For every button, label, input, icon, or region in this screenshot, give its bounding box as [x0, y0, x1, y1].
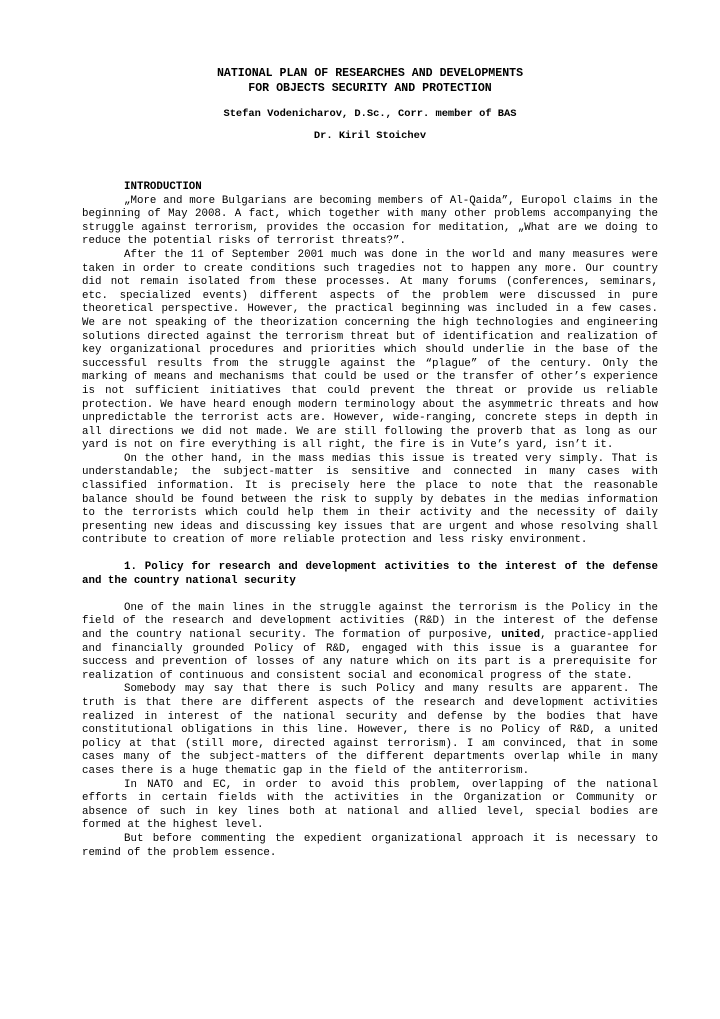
intro-paragraph-2: After the 11 of September 2001 much was done in the world and many measures were taken in order to create conditions such tragedies not to happen any more. Our country did not remain isolated from these processes. At many forums (conferences, seminars, etc. specialized events) different aspects of the problem were discussed in pure theoretical perspective. However, the practical beginning was included in a few cases. We are not speaking of the theorization concerning the high technologies and engineering solutions directed against the terrorism threat but of identification and realization of key organizational procedures and priorities which should underlie in the base of the successful results from the struggle against the “plague” of the century. Only the marking of means and mechanisms that could be used or the transfer of other’s experience is not sufficient initiatives that could prevent the threat or provide us reliable protection. We have heard enough modern terminology about the asymmetric threats and how unpredictable the terrorist acts are. However, wide-ranging, concrete steps in depth in all directions we did not made. We are still following the proverb that as long as our yard is not on fire everything is all right, the fire is in Vute’s yard, isn’t it. — [82, 248, 658, 452]
section-1-p1-before: One of the main lines in the struggle against the terrorism is the Policy in the field of the research and development activities (R&D) in the interest of the defense and the country national security. The formation of purposive, — [82, 601, 658, 641]
paper-page — [82, 66, 658, 860]
title-line-1: NATIONAL PLAN OF RESEARCHES AND DEVELOPMENTS — [216, 67, 524, 80]
title-line-2: FOR OBJECTS SECURITY AND PROTECTION — [248, 82, 492, 95]
author-1: Stefan Vodenicharov, D.Sc., Corr. member of BAS — [223, 108, 517, 120]
section-1-p1-after: , practice-applied and financially grounded Policy of R&D, engaged with this issue is a guarantee for success and prevention of losses of any nature which on its part is a prerequisite for realization of continuous and consistent social and economical progress of the state. — [82, 629, 658, 682]
spacer — [82, 588, 658, 602]
section-1-paragraph-2: Somebody may say that there is such Policy and many results are apparent. The truth is that there are different aspects of the research and development activities realized in interest of the national security and defense by the bodies that have constitutional obligations in this line. However, there is no Policy of R&D, a united policy at that (still more, directed against terrorism). I am convinced, that in some cases many of the subject-matters of the different departments overlap while in many cases there is a huge thematic gap in the field of the antiterrorism. — [82, 683, 658, 777]
intro-paragraph-3: On the other hand, in the mass medias this issue is treated very simply. That is understandable; the subject-matter is sensitive and connected in many cases with classified information. It is precisely here the place to note that the reasonable balance should be found between the risk to supply by debates in the medias information to the terrorists which could help them in their activity and the necessity of daily presenting new ideas and discussing key issues that are urgent and whose resolving shall contribute to creation of more reliable protection and less risky environment. — [82, 452, 658, 547]
introduction-heading: INTRODUCTION — [124, 181, 202, 193]
section-1-heading: 1. Policy for research and development activities to the interest of the defense and the country national security — [82, 561, 658, 587]
author-2: Dr. Kiril Stoichev — [313, 130, 427, 142]
section-1-p1-bold: united — [501, 629, 541, 641]
section-1-paragraph-3: In NATO and EC, in order to avoid this problem, overlapping of the national efforts in certain fields with the activities in the Organization or Community or absence of such in key lines both at national and allied level, special bodies are formed at the highest level. — [82, 778, 658, 832]
section-1-paragraph-1 — [82, 602, 658, 684]
intro-paragraph-1: „More and more Bulgarians are becoming members of Al-Qaida”, Europol claims in the beginning of May 2008. A fact, which together with many other problems accompanying the struggle against terrorism, provides the occasion for meditation, „What are we doing to reduce the potential risks of terrorist threats?”. — [82, 194, 658, 248]
section-1-paragraph-4: But before commenting the expedient organizational approach it is necessary to remind of the problem essence. — [82, 832, 658, 859]
paper-title — [82, 66, 658, 96]
